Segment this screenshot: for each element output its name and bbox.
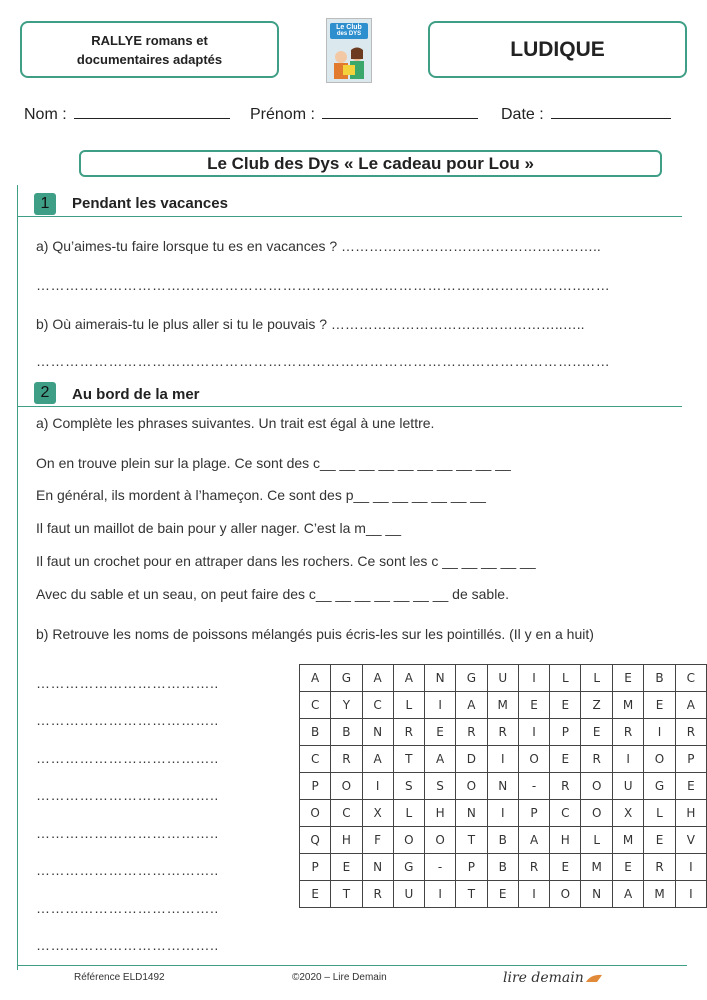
grid-cell[interactable]: A — [518, 827, 549, 854]
grid-cell[interactable]: R — [487, 719, 518, 746]
grid-cell[interactable]: C — [331, 800, 362, 827]
grid-cell[interactable]: T — [331, 881, 362, 908]
grid-cell[interactable]: O — [581, 773, 612, 800]
grid-cell[interactable]: B — [487, 827, 518, 854]
grid-cell[interactable]: C — [300, 692, 331, 719]
grid-cell[interactable]: A — [362, 665, 393, 692]
question-1a: a) Qu’aimes-tu faire lorsque tu es en vacances ? ……………………………………………….. — [36, 238, 601, 254]
rallye-line-1: RALLYE romans et — [91, 32, 208, 48]
grid-cell[interactable]: B — [487, 854, 518, 881]
grid-cell[interactable]: I — [362, 773, 393, 800]
grid-cell[interactable]: C — [362, 692, 393, 719]
grid-row — [300, 773, 707, 800]
grid-cell[interactable]: I — [518, 665, 549, 692]
grid-cell[interactable]: R — [612, 719, 643, 746]
grid-cell[interactable]: H — [550, 827, 581, 854]
section-2-title: Au bord de la mer — [72, 386, 200, 403]
grid-cell[interactable]: E — [644, 692, 675, 719]
fish-answer-8[interactable]: ……………………………….. — [36, 937, 219, 953]
grid-cell[interactable]: E — [581, 719, 612, 746]
grid-cell[interactable]: I — [487, 746, 518, 773]
grid-row — [300, 692, 707, 719]
grid-cell[interactable]: S — [393, 773, 424, 800]
fish-answer-5[interactable]: ……………………………….. — [36, 825, 219, 841]
grid-cell[interactable]: U — [612, 773, 643, 800]
rallye-box — [20, 21, 279, 78]
grid-cell[interactable]: A — [675, 692, 706, 719]
date-field[interactable] — [501, 104, 671, 124]
grid-cell[interactable]: G — [393, 854, 424, 881]
grid-cell[interactable]: O — [456, 773, 487, 800]
book-cover — [326, 18, 372, 83]
grid-cell[interactable]: S — [424, 773, 455, 800]
grid-cell[interactable]: E — [300, 881, 331, 908]
grid-cell[interactable]: D — [456, 746, 487, 773]
grid-cell[interactable]: O — [424, 827, 455, 854]
grid-cell[interactable]: L — [393, 800, 424, 827]
section-2-rule — [17, 406, 682, 407]
fish-answer-4[interactable]: ……………………………….. — [36, 787, 219, 803]
answer-line-1b[interactable]: …………………………………………………………………………………………………..…… — [36, 353, 611, 369]
grid-cell[interactable]: G — [456, 665, 487, 692]
fish-answer-1[interactable]: ……………………………….. — [36, 675, 219, 691]
grid-cell[interactable]: P — [300, 854, 331, 881]
page-title-text: Le Club des Dys « Le cadeau pour Lou » — [207, 153, 534, 173]
grid-cell[interactable]: M — [644, 881, 675, 908]
grid-cell[interactable]: E — [424, 719, 455, 746]
grid-cell[interactable]: P — [518, 800, 549, 827]
grid-cell[interactable]: R — [518, 854, 549, 881]
footer-rule — [17, 965, 687, 966]
grid-cell[interactable]: I — [644, 719, 675, 746]
grid-cell[interactable]: N — [456, 800, 487, 827]
grid-cell[interactable]: E — [550, 692, 581, 719]
grid-cell[interactable]: L — [644, 800, 675, 827]
grid-row — [300, 800, 707, 827]
answer-line-1a[interactable]: …………………………………………………………………………………………………..…… — [36, 277, 611, 293]
grid-cell[interactable]: I — [424, 692, 455, 719]
grid-cell[interactable]: M — [612, 692, 643, 719]
grid-cell[interactable]: A — [393, 665, 424, 692]
grid-cell[interactable]: C — [675, 665, 706, 692]
prenom-field[interactable] — [250, 104, 478, 124]
grid-cell[interactable]: O — [300, 800, 331, 827]
grid-cell[interactable]: U — [487, 665, 518, 692]
grid-cell[interactable]: A — [424, 746, 455, 773]
grid-cell[interactable]: I — [518, 881, 549, 908]
grid-cell[interactable]: E — [675, 773, 706, 800]
date-line[interactable] — [551, 104, 671, 119]
grid-cell[interactable]: H — [675, 800, 706, 827]
footer-copyright: ©2020 – Lire Demain — [292, 972, 387, 983]
grid-cell[interactable]: O — [644, 746, 675, 773]
grid-cell[interactable]: M — [487, 692, 518, 719]
question-1b: b) Où aimerais-tu le plus aller si tu le pouvais ? …………………………………………..….. — [36, 316, 585, 332]
grid-cell[interactable]: M — [612, 827, 643, 854]
left-rule — [17, 185, 18, 970]
fish-answer-2[interactable]: ……………………………….. — [36, 712, 219, 728]
grid-cell[interactable]: - — [424, 854, 455, 881]
brand-logo-text: lire demain — [503, 970, 584, 986]
grid-cell[interactable]: M — [581, 854, 612, 881]
grid-cell[interactable]: I — [424, 881, 455, 908]
brand-logo — [503, 970, 603, 986]
grid-cell[interactable]: T — [456, 827, 487, 854]
fish-answer-7[interactable]: ……………………………….. — [36, 900, 219, 916]
grid-cell[interactable]: E — [644, 827, 675, 854]
grid-cell[interactable]: L — [393, 692, 424, 719]
grid-cell[interactable]: G — [331, 665, 362, 692]
grid-cell[interactable]: R — [550, 773, 581, 800]
grid-cell[interactable]: F — [362, 827, 393, 854]
grid-cell[interactable]: C — [300, 746, 331, 773]
grid-cell[interactable]: B — [300, 719, 331, 746]
grid-cell[interactable]: N — [487, 773, 518, 800]
prenom-line[interactable] — [322, 104, 478, 119]
grid-row — [300, 827, 707, 854]
grid-cell[interactable]: E — [612, 665, 643, 692]
nom-line[interactable] — [74, 104, 230, 119]
grid-cell[interactable]: L — [581, 665, 612, 692]
instruction-2a: a) Complète les phrases suivantes. Un trait est égal à une lettre. — [36, 415, 435, 431]
grid-cell[interactable]: I — [675, 854, 706, 881]
grid-cell[interactable]: R — [331, 746, 362, 773]
book-icon — [585, 972, 603, 984]
section-1-rule — [17, 216, 682, 217]
grid-cell[interactable]: V — [675, 827, 706, 854]
grid-cell[interactable]: R — [456, 719, 487, 746]
grid-cell[interactable]: P — [300, 773, 331, 800]
instruction-2b: b) Retrouve les noms de poissons mélangés puis écris-les sur les pointillés. (Il y en a huit) — [36, 626, 594, 642]
grid-cell[interactable]: X — [362, 800, 393, 827]
grid-row — [300, 719, 707, 746]
grid-cell[interactable]: T — [393, 746, 424, 773]
ludique-label: LUDIQUE — [510, 37, 605, 61]
nom-field[interactable] — [24, 104, 230, 124]
grid-cell[interactable]: I — [518, 719, 549, 746]
grid-cell[interactable]: E — [550, 746, 581, 773]
grid-cell[interactable]: N — [424, 665, 455, 692]
grid-cell[interactable]: C — [550, 800, 581, 827]
grid-cell[interactable]: A — [300, 665, 331, 692]
grid-row — [300, 665, 707, 692]
sentence-3[interactable]: Il faut un maillot de bain pour y aller nager. C’est la m__ __ — [36, 520, 401, 536]
grid-cell[interactable]: A — [362, 746, 393, 773]
rallye-line-2: documentaires adaptés — [76, 51, 223, 67]
fish-answer-6[interactable]: ……………………………….. — [36, 862, 219, 878]
grid-cell[interactable]: R — [581, 746, 612, 773]
grid-cell[interactable]: A — [456, 692, 487, 719]
grid-cell[interactable]: N — [362, 719, 393, 746]
section-2-number: 2 — [34, 382, 56, 404]
grid-cell[interactable]: E — [331, 854, 362, 881]
grid-cell[interactable]: G — [644, 773, 675, 800]
grid-cell[interactable]: Z — [581, 692, 612, 719]
grid-cell[interactable]: Q — [300, 827, 331, 854]
prenom-label: Prénom : — [250, 106, 315, 123]
grid-cell[interactable]: O — [393, 827, 424, 854]
grid-cell[interactable]: A — [612, 881, 643, 908]
grid-cell[interactable]: N — [581, 881, 612, 908]
sentence-4[interactable]: Il faut un crochet pour en attraper dans les rochers. Ce sont les c __ __ __ __ __ — [36, 553, 536, 569]
date-label: Date : — [501, 106, 544, 123]
ludique-box — [428, 21, 687, 78]
grid-cell[interactable]: R — [393, 719, 424, 746]
cover-title-1: Le Club — [336, 24, 362, 31]
grid-cell[interactable]: X — [612, 800, 643, 827]
grid-cell[interactable]: H — [424, 800, 455, 827]
grid-cell[interactable]: B — [644, 665, 675, 692]
fish-answer-3[interactable]: ……………………………….. — [36, 750, 219, 766]
grid-cell[interactable]: E — [487, 881, 518, 908]
sentence-1[interactable]: On en trouve plein sur la plage. Ce sont des c__ __ __ __ __ __ __ __ __ __ — [36, 455, 511, 471]
grid-cell[interactable]: O — [331, 773, 362, 800]
grid-cell[interactable]: E — [550, 854, 581, 881]
footer-reference: Référence ELD1492 — [74, 972, 165, 983]
grid-cell[interactable]: - — [518, 773, 549, 800]
sentence-5[interactable]: Avec du sable et un seau, on peut faire des c__ __ __ __ __ __ __ de sable. — [36, 586, 509, 602]
page-title — [79, 150, 662, 177]
section-1-title: Pendant les vacances — [72, 195, 228, 212]
section-1-number: 1 — [34, 193, 56, 215]
grid-cell[interactable]: B — [331, 719, 362, 746]
cover-title-2: des DYS — [336, 31, 362, 37]
grid-row — [300, 854, 707, 881]
grid-row — [300, 881, 707, 908]
grid-cell[interactable]: R — [675, 719, 706, 746]
grid-row — [300, 746, 707, 773]
grid-cell[interactable]: L — [581, 827, 612, 854]
grid-cell[interactable]: P — [550, 719, 581, 746]
grid-cell[interactable]: O — [550, 881, 581, 908]
grid-cell[interactable]: R — [644, 854, 675, 881]
grid-cell[interactable]: R — [362, 881, 393, 908]
grid-cell[interactable]: Y — [331, 692, 362, 719]
grid-cell[interactable]: I — [612, 746, 643, 773]
grid-cell[interactable]: T — [456, 881, 487, 908]
grid-cell[interactable]: I — [675, 881, 706, 908]
sentence-2[interactable]: En général, ils mordent à l’hameçon. Ce sont des p__ __ __ __ __ __ __ — [36, 487, 486, 503]
grid-cell[interactable]: O — [581, 800, 612, 827]
nom-label: Nom : — [24, 106, 67, 123]
grid-cell[interactable]: H — [331, 827, 362, 854]
grid-cell[interactable]: E — [612, 854, 643, 881]
word-search-grid — [299, 664, 707, 908]
grid-cell[interactable]: E — [518, 692, 549, 719]
grid-cell[interactable]: P — [456, 854, 487, 881]
grid-cell[interactable]: P — [675, 746, 706, 773]
grid-cell[interactable]: U — [393, 881, 424, 908]
grid-cell[interactable]: L — [550, 665, 581, 692]
grid-cell[interactable]: O — [518, 746, 549, 773]
grid-cell[interactable]: I — [487, 800, 518, 827]
grid-cell[interactable]: N — [362, 854, 393, 881]
